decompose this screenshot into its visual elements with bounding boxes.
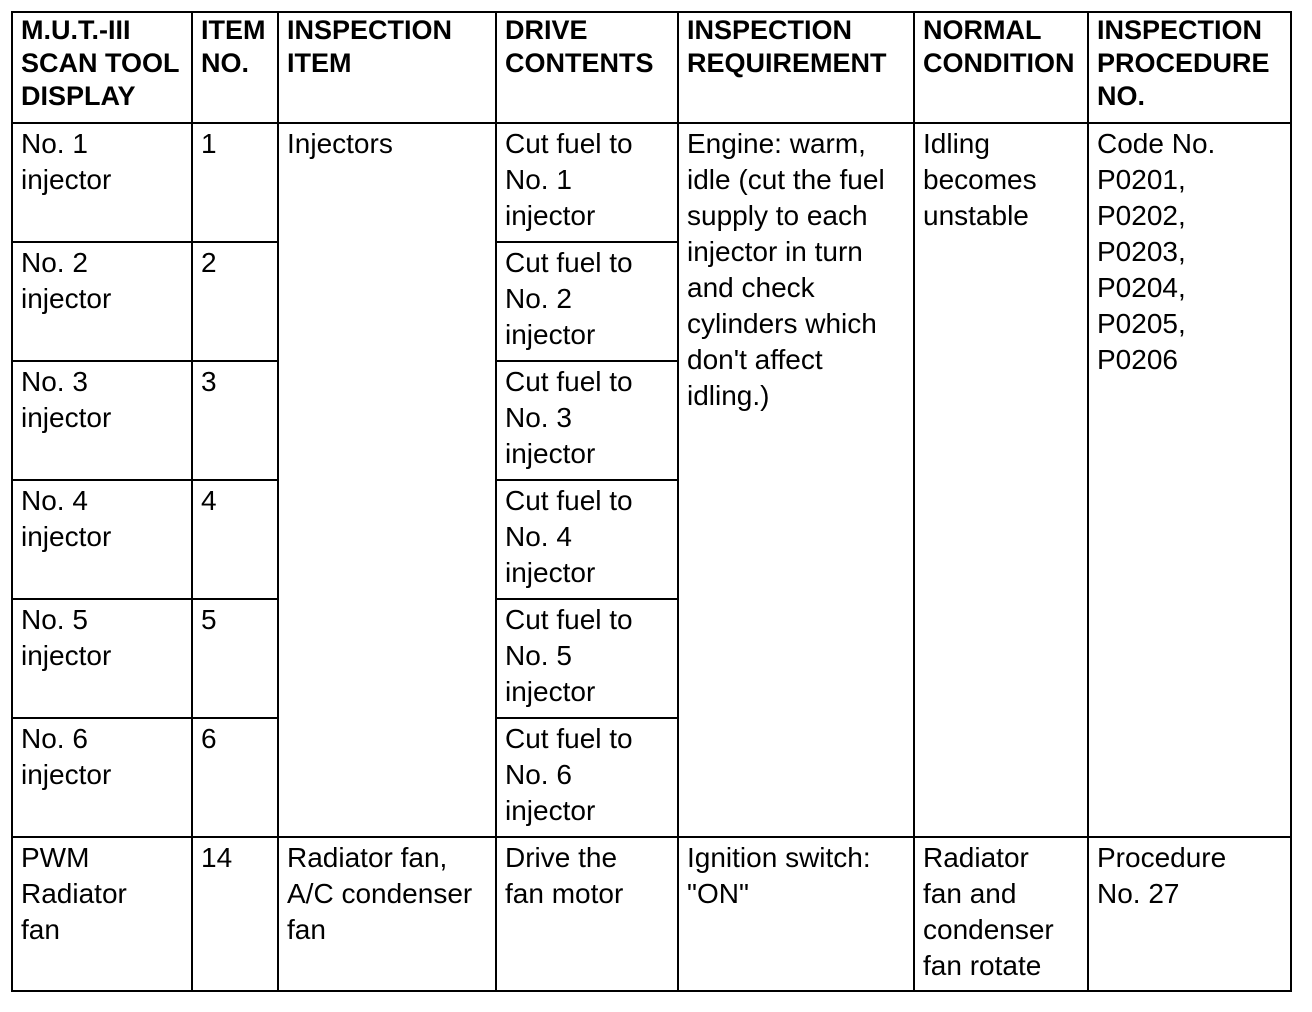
actuator-test-table (11, 11, 1292, 992)
cell-item-no: 1 (192, 123, 278, 242)
table-row-radiator-fan (12, 837, 1291, 991)
cell-display: No. 6 injector (12, 718, 192, 837)
cell-inspection-item-injectors: Injectors (278, 123, 496, 837)
cell-drive-contents: Cut fuel to No. 2 injector (496, 242, 678, 361)
header-procedure-no: INSPECTION PROCEDURE NO. (1088, 12, 1291, 123)
cell-drive-contents: Cut fuel to No. 5 injector (496, 599, 678, 718)
cell-inspection-item: Radiator fan, A/C condenser fan (278, 837, 496, 991)
cell-display: No. 5 injector (12, 599, 192, 718)
cell-item-no: 2 (192, 242, 278, 361)
cell-display: No. 1 injector (12, 123, 192, 242)
cell-item-no: 5 (192, 599, 278, 718)
cell-inspection-requirement-injectors: Engine: warm, idle (cut the fuel supply to each injector in turn and check cylinders which don't affect idling.) (678, 123, 914, 837)
cell-normal-condition-injectors: Idling becomes unstable (914, 123, 1088, 837)
cell-drive-contents: Drive the fan motor (496, 837, 678, 991)
cell-inspection-requirement: Ignition switch: "ON" (678, 837, 914, 991)
cell-display: PWM Radiator fan (12, 837, 192, 991)
cell-drive-contents: Cut fuel to No. 4 injector (496, 480, 678, 599)
cell-item-no: 4 (192, 480, 278, 599)
cell-drive-contents: Cut fuel to No. 1 injector (496, 123, 678, 242)
cell-procedure-no: Procedure No. 27 (1088, 837, 1291, 991)
cell-drive-contents: Cut fuel to No. 6 injector (496, 718, 678, 837)
header-scan-tool-display: M.U.T.-III SCAN TOOL DISPLAY (12, 12, 192, 123)
header-drive-contents: DRIVE CONTENTS (496, 12, 678, 123)
cell-drive-contents: Cut fuel to No. 3 injector (496, 361, 678, 480)
header-inspection-requirement: INSPECTION REQUIREMENT (678, 12, 914, 123)
cell-display: No. 3 injector (12, 361, 192, 480)
cell-display: No. 4 injector (12, 480, 192, 599)
cell-item-no: 14 (192, 837, 278, 991)
table-row-injector-1 (12, 123, 1291, 242)
header-inspection-item: INSPECTION ITEM (278, 12, 496, 123)
cell-item-no: 3 (192, 361, 278, 480)
cell-normal-condition: Radiator fan and condenser fan rotate (914, 837, 1088, 991)
cell-procedure-no-injectors: Code No. P0201, P0202, P0203, P0204, P0205, P0206 (1088, 123, 1291, 837)
cell-display: No. 2 injector (12, 242, 192, 361)
header-normal-condition: NORMAL CONDITION (914, 12, 1088, 123)
header-item-no: ITEM NO. (192, 12, 278, 123)
header-row (12, 12, 1291, 123)
cell-item-no: 6 (192, 718, 278, 837)
